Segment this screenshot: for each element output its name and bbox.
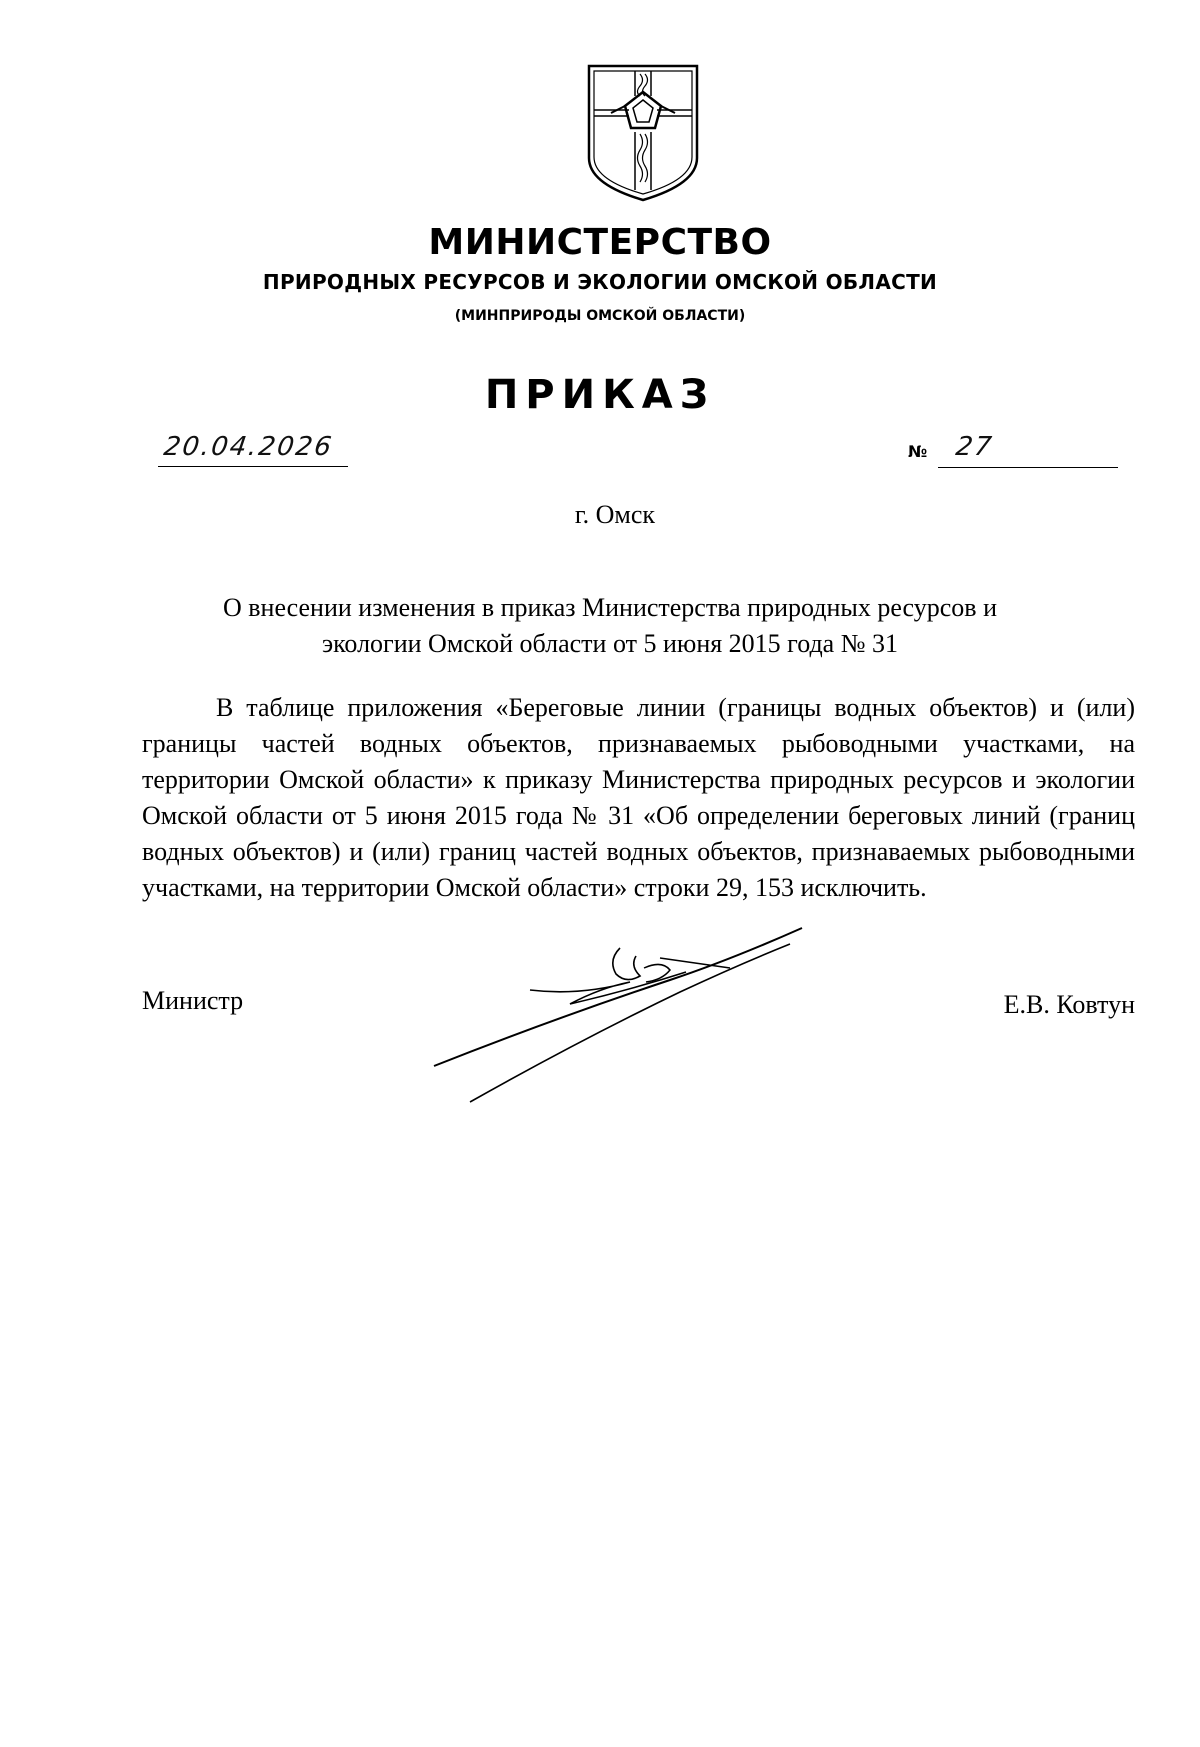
ministry-subtitle: ПРИРОДНЫХ РЕСУРСОВ И ЭКОЛОГИИ ОМСКОЙ ОБЛАСТИ bbox=[262, 270, 938, 294]
handwritten-number: 27 bbox=[953, 432, 996, 462]
number-field bbox=[908, 434, 1120, 468]
ministry-short-name: (МИНПРИРОДЫ ОМСКОЙ ОБЛАСТИ) bbox=[454, 308, 746, 324]
body-paragraph: В таблице приложения «Береговые линии (границы водных объектов) и (или) границы частей водных объектов, признаваемых рыбоводными участками, на территории Омской области» к приказу Министерства природных ресурсов и экологии Омской области от 5 июня 2015 года № 31 «Об определении береговых линий (границ водных объектов) и (или) границ частей водных объектов, признаваемых рыбоводными участками, на территории Омской области» строки 29, 153 исключить. bbox=[142, 693, 1135, 902]
handwritten-signature-icon bbox=[430, 920, 810, 1110]
ministry-title: МИНИСТЕРСТВО bbox=[428, 222, 772, 263]
omsk-oblast-coat-of-arms-icon bbox=[585, 62, 701, 204]
subject-line-1: О внесении изменения в приказ Министерства природных ресурсов и bbox=[223, 593, 997, 622]
handwritten-date: 20.04.2026 bbox=[161, 432, 335, 462]
document-type-title: ПРИКАЗ bbox=[484, 372, 716, 418]
number-sign: № bbox=[908, 442, 928, 461]
subject-line-2: экологии Омской области от 5 июня 2015 года № 31 bbox=[321, 629, 899, 658]
number-line bbox=[938, 434, 1118, 468]
city: г. Омск bbox=[574, 500, 656, 529]
date-field bbox=[158, 432, 348, 467]
signatory-position: Министр bbox=[142, 986, 244, 1015]
document-subject bbox=[170, 590, 1050, 662]
signatory-name: Е.В. Ковтун bbox=[1003, 990, 1135, 1019]
